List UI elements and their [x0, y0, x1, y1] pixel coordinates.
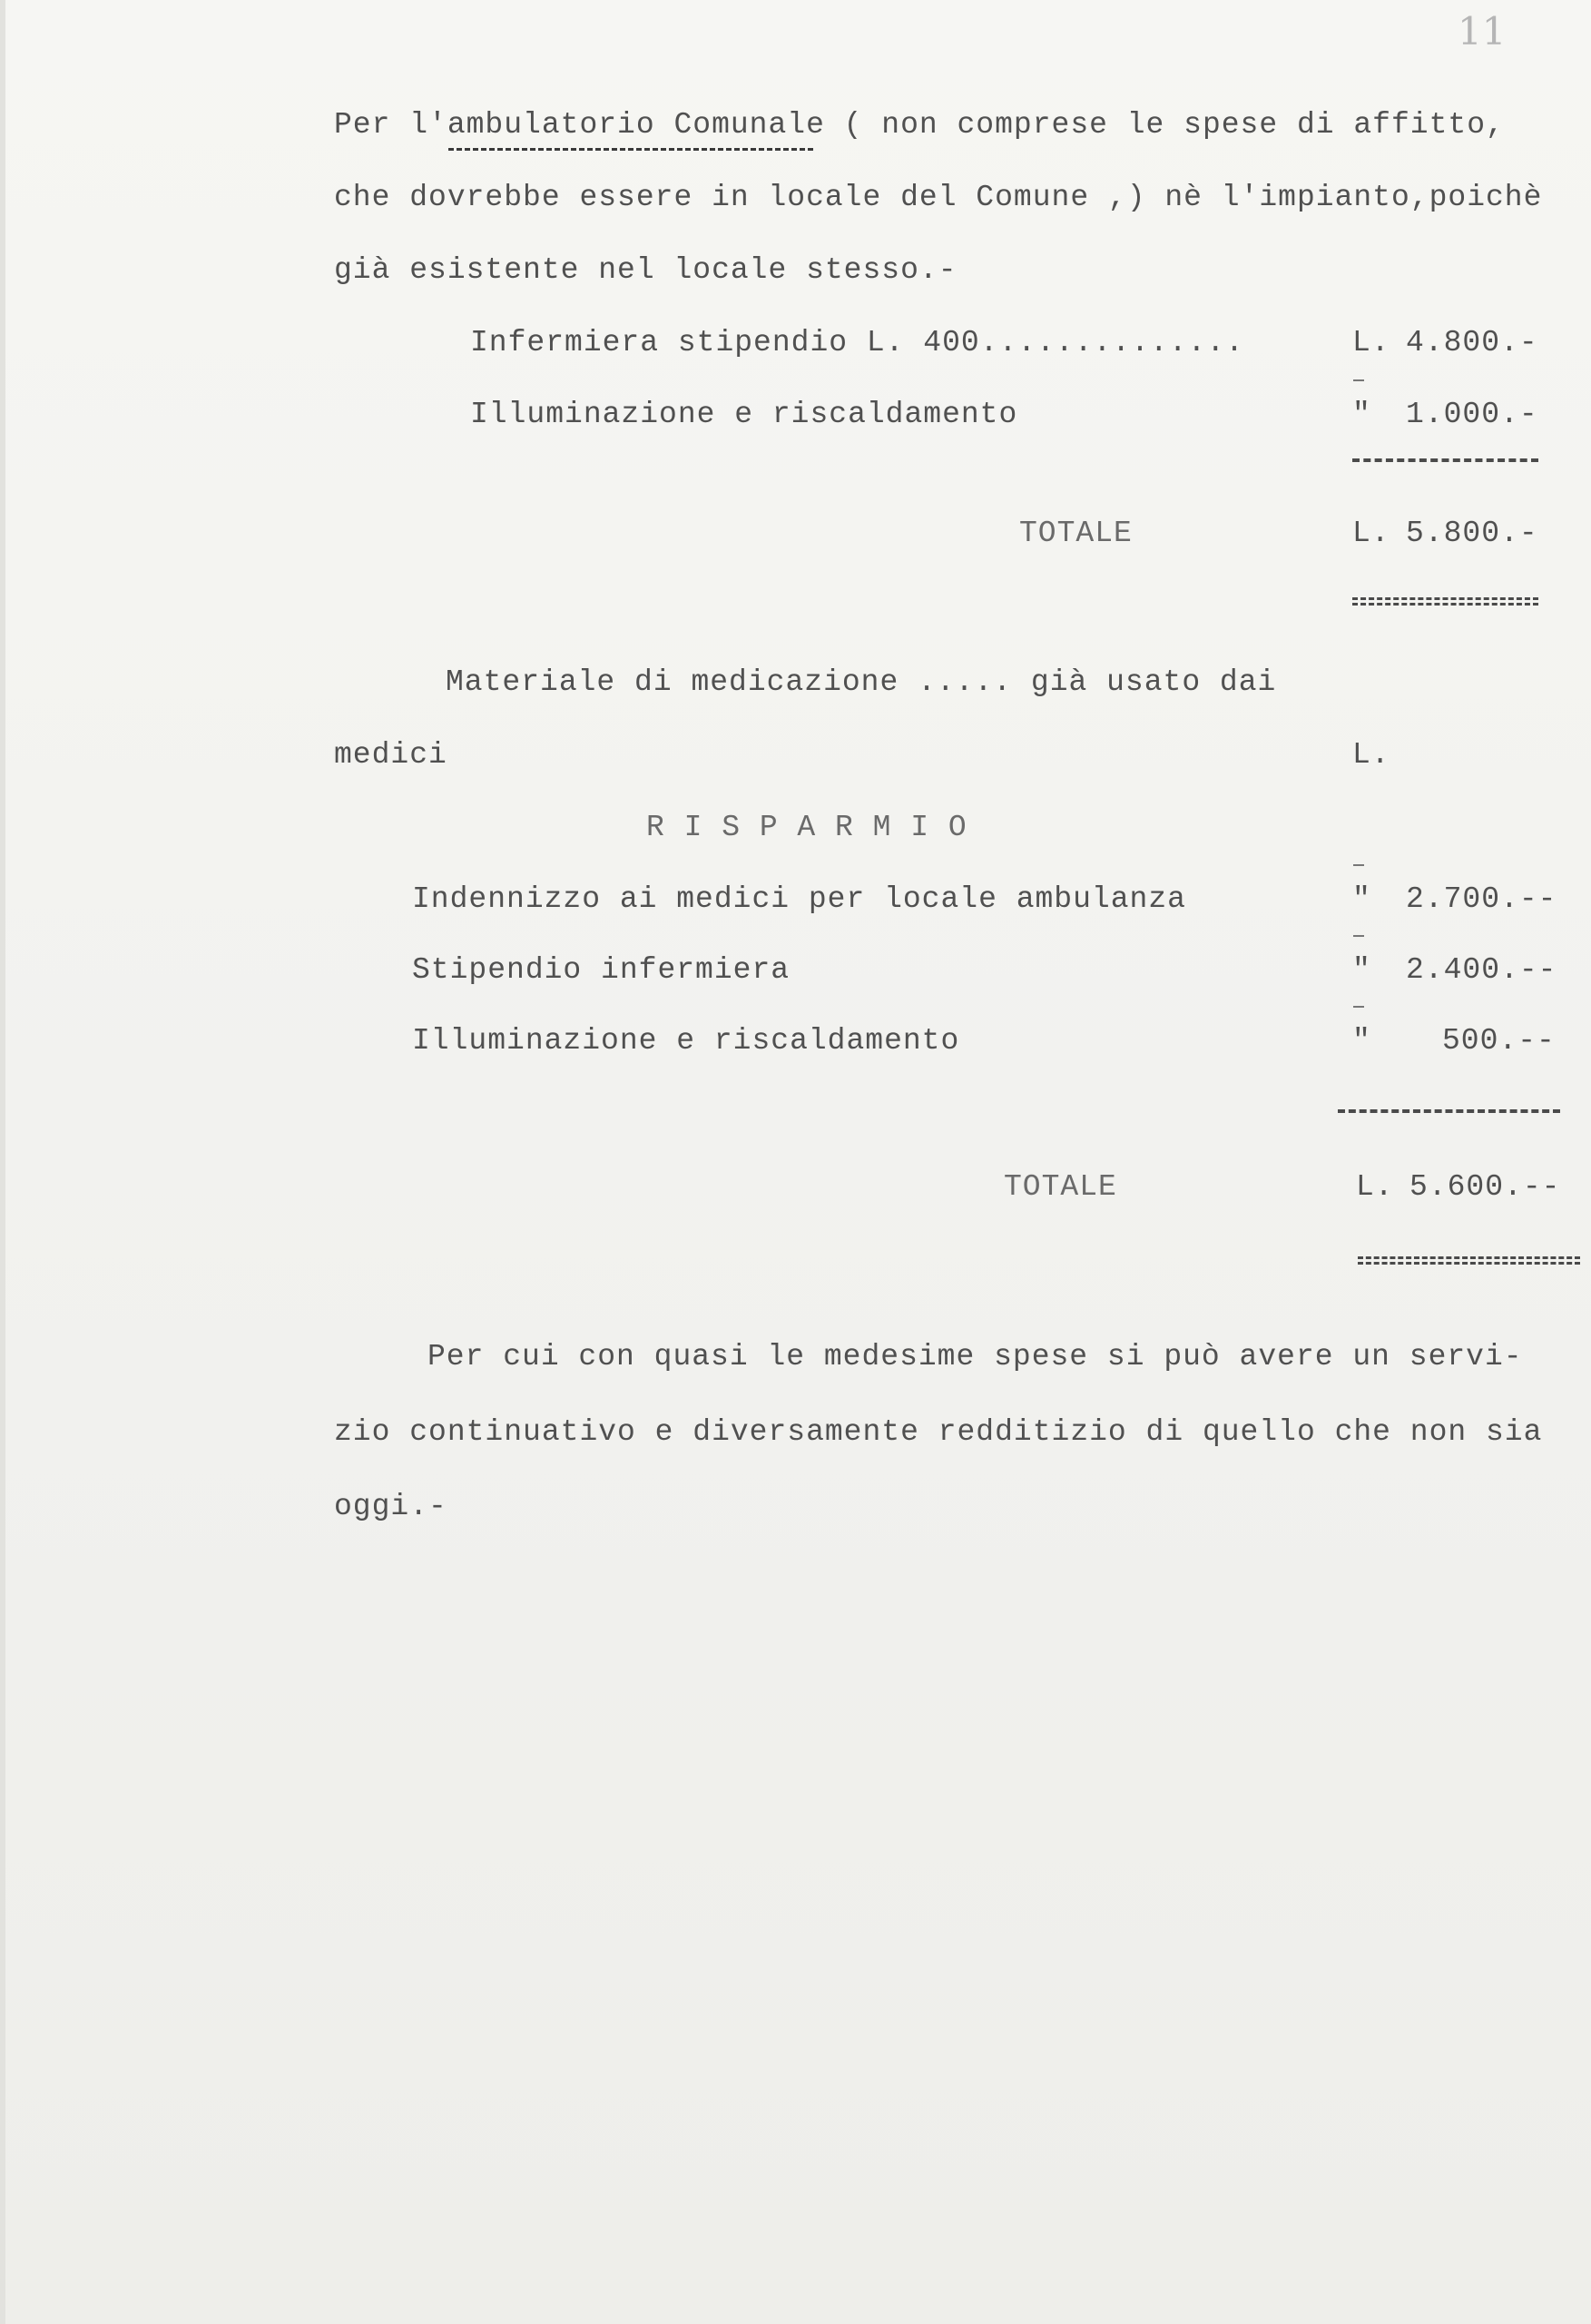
- savings-total-double-rule: [1358, 1256, 1580, 1265]
- tick-mark: [1353, 864, 1364, 866]
- intro-underline: [448, 148, 813, 151]
- intro-line-3: già esistente nel locale stesso.-: [334, 253, 958, 287]
- savings-heading: R I S P A R M I O: [646, 811, 967, 844]
- material-line-2: medici: [334, 738, 447, 772]
- costs-total-currency: L.: [1352, 517, 1390, 550]
- conclusion-line-3: oggi.-: [334, 1490, 447, 1523]
- costs-total-label: TOTALE: [1019, 517, 1133, 550]
- saving-currency-lighting: ": [1352, 1024, 1371, 1058]
- costs-total-double-rule: [1352, 597, 1538, 606]
- costs-sum-rule: [1352, 458, 1538, 462]
- saving-amount-indemnity: 2.700.--: [1406, 882, 1557, 916]
- saving-label-salary: Stipendio infermiera: [412, 953, 791, 987]
- saving-label-lighting: Illuminazione e riscaldamento: [412, 1024, 960, 1058]
- cost-amount-nurse: 4.800.-: [1406, 326, 1538, 359]
- saving-amount-salary: 2.400.--: [1406, 953, 1557, 987]
- saving-currency-indemnity: ": [1352, 882, 1371, 916]
- saving-label-indemnity: Indennizzo ai medici per locale ambulanza: [412, 882, 1186, 916]
- material-line-1: Materiale di medicazione ..... già usato dai: [446, 665, 1277, 699]
- cost-amount-lighting: 1.000.-: [1406, 398, 1538, 431]
- costs-total-amount: 5.800.-: [1406, 517, 1538, 550]
- cost-label-nurse: Infermiera stipendio L. 400..............: [470, 326, 1244, 359]
- tick-mark: [1353, 935, 1364, 937]
- saving-amount-lighting: 500.--: [1442, 1024, 1556, 1058]
- cost-label-lighting: Illuminazione e riscaldamento: [470, 398, 1018, 431]
- cost-currency-nurse: L.: [1352, 326, 1390, 359]
- cost-currency-lighting: ": [1352, 398, 1371, 431]
- saving-currency-salary: ": [1352, 953, 1371, 987]
- savings-total-label: TOTALE: [1004, 1170, 1117, 1204]
- material-currency: L.: [1352, 738, 1390, 772]
- savings-total-amount: 5.600.--: [1409, 1170, 1561, 1204]
- conclusion-line-1: Per cui con quasi le medesime spese si può avere un servi-: [427, 1340, 1523, 1374]
- intro-line-2: che dovrebbe essere in locale del Comune ,) nè l'impianto,poichè: [334, 181, 1543, 214]
- page-number-mark: 11: [1458, 9, 1507, 54]
- tick-mark: [1353, 1006, 1364, 1008]
- intro-line-1: Per l'ambulatorio Comunale ( non comprese le spese di affitto,: [334, 108, 1505, 142]
- tick-mark: [1353, 379, 1364, 381]
- conclusion-line-2: zio continuativo e diversamente redditizio di quello che non sia: [334, 1415, 1543, 1449]
- savings-sum-rule: [1338, 1109, 1560, 1113]
- savings-total-currency: L.: [1356, 1170, 1394, 1204]
